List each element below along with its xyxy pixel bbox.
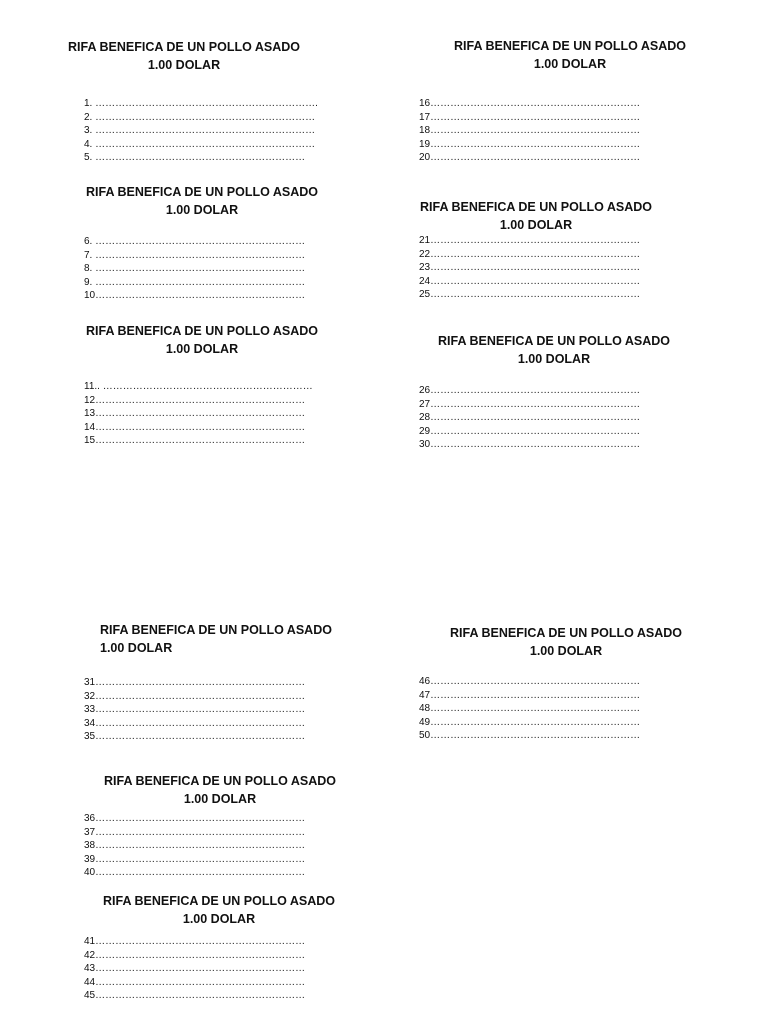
raffle-entry[interactable]: 18……………………………………………………… <box>419 125 641 137</box>
raffle-entry[interactable]: 49……………………………………………………… <box>419 716 641 728</box>
raffle-entry[interactable]: 11.. ……………………………………………………… <box>84 381 313 392</box>
raffle-price: 1.00 DOLAR <box>183 792 257 806</box>
raffle-title: RIFA BENEFICA DE UN POLLO ASADO <box>420 200 652 214</box>
raffle-title: RIFA BENEFICA DE UN POLLO ASADO <box>103 894 335 908</box>
raffle-price: 1.00 DOLAR <box>529 644 603 658</box>
raffle-entry[interactable]: 9. ……………………………………………………… <box>84 276 306 288</box>
entries-list-9 <box>84 812 334 880</box>
raffle-price: 1.00 DOLAR <box>165 203 239 217</box>
raffle-entry[interactable]: 26……………………………………………………… <box>419 385 641 396</box>
raffle-entry[interactable]: 5. ……………………………………………………… <box>84 152 306 164</box>
raffle-entry[interactable]: 8. ……………………………………………………… <box>84 263 306 275</box>
raffle-entry[interactable]: 36……………………………………………………… <box>84 813 306 824</box>
raffle-entry[interactable]: 20……………………………………………………… <box>419 152 641 164</box>
raffle-entry[interactable]: 41……………………………………………………… <box>84 936 306 947</box>
raffle-title: RIFA BENEFICA DE UN POLLO ASADO <box>454 39 686 53</box>
entries-list-5 <box>84 380 344 448</box>
raffle-entry[interactable]: 29……………………………………………………… <box>419 425 641 437</box>
raffle-entry[interactable]: 10……………………………………………………… <box>84 290 306 302</box>
raffle-entry[interactable]: 34……………………………………………………… <box>84 717 306 729</box>
raffle-block-9 <box>100 772 340 808</box>
raffle-block-7 <box>100 621 340 657</box>
raffle-title: RIFA BENEFICA DE UN POLLO ASADO <box>104 774 336 788</box>
raffle-title: RIFA BENEFICA DE UN POLLO ASADO <box>438 334 670 348</box>
raffle-block-1 <box>64 38 304 74</box>
raffle-entry[interactable]: 23……………………………………………………… <box>419 262 641 274</box>
raffle-entry[interactable]: 22……………………………………………………… <box>419 248 641 260</box>
raffle-entry[interactable]: 3. ………………………………………………………… <box>84 125 316 137</box>
raffle-entry[interactable]: 40……………………………………………………… <box>84 867 306 879</box>
raffle-entry[interactable]: 13……………………………………………………… <box>84 408 306 420</box>
raffle-title: RIFA BENEFICA DE UN POLLO ASADO <box>68 40 300 54</box>
raffle-entry[interactable]: 27……………………………………………………… <box>419 398 641 410</box>
raffle-price: 1.00 DOLAR <box>533 57 607 71</box>
raffle-price: 1.00 DOLAR <box>499 218 573 232</box>
raffle-entry[interactable]: 37……………………………………………………… <box>84 826 306 838</box>
raffle-block-6 <box>434 332 674 368</box>
raffle-entry[interactable]: 35……………………………………………………… <box>84 731 306 743</box>
raffle-entry[interactable]: 19……………………………………………………… <box>419 138 641 150</box>
raffle-entry[interactable]: 6. ……………………………………………………… <box>84 236 306 247</box>
raffle-entry[interactable]: 50……………………………………………………… <box>419 730 641 742</box>
raffle-entry[interactable]: 43……………………………………………………… <box>84 963 306 975</box>
raffle-entry[interactable]: 15……………………………………………………… <box>84 435 306 447</box>
raffle-title: RIFA BENEFICA DE UN POLLO ASADO <box>100 623 332 637</box>
raffle-entry[interactable]: 32……………………………………………………… <box>84 690 306 702</box>
raffle-entry[interactable]: 39……………………………………………………… <box>84 853 306 865</box>
raffle-price: 1.00 DOLAR <box>165 342 239 356</box>
raffle-entry[interactable]: 42……………………………………………………… <box>84 949 306 961</box>
raffle-entry[interactable]: 16……………………………………………………… <box>419 98 641 109</box>
raffle-price: 1.00 DOLAR <box>147 58 221 72</box>
raffle-entry[interactable]: 33……………………………………………………… <box>84 704 306 716</box>
raffle-entry[interactable]: 44……………………………………………………… <box>84 976 306 988</box>
entries-list-1 <box>84 97 349 165</box>
raffle-entry[interactable]: 2. ………………………………………………………… <box>84 111 316 123</box>
raffle-entry[interactable]: 31……………………………………………………… <box>84 677 306 688</box>
raffle-entry[interactable]: 24……………………………………………………… <box>419 275 641 287</box>
raffle-block-3 <box>82 183 322 219</box>
raffle-entry[interactable]: 25……………………………………………………… <box>419 289 641 301</box>
raffle-entry[interactable]: 17……………………………………………………… <box>419 111 641 123</box>
entries-list-3 <box>84 235 334 303</box>
raffle-title: RIFA BENEFICA DE UN POLLO ASADO <box>86 185 318 199</box>
raffle-entry[interactable]: 30……………………………………………………… <box>419 439 641 451</box>
raffle-price: 1.00 DOLAR <box>182 912 256 926</box>
raffle-title: RIFA BENEFICA DE UN POLLO ASADO <box>450 626 682 640</box>
raffle-entry[interactable]: 14……………………………………………………… <box>84 421 306 433</box>
raffle-entry[interactable]: 45……………………………………………………… <box>84 990 306 1002</box>
raffle-entry[interactable]: 28……………………………………………………… <box>419 412 641 424</box>
entries-list-4 <box>419 234 674 302</box>
entries-list-8 <box>419 675 674 743</box>
raffle-entry[interactable]: 7. ……………………………………………………… <box>84 249 306 261</box>
raffle-entry[interactable]: 46……………………………………………………… <box>419 676 641 687</box>
entries-list-6 <box>419 384 674 452</box>
raffle-entry[interactable]: 48……………………………………………………… <box>419 703 641 715</box>
raffle-entry[interactable]: 12……………………………………………………… <box>84 394 306 406</box>
raffle-block-5 <box>82 322 322 358</box>
raffle-entry[interactable]: 38……………………………………………………… <box>84 840 306 852</box>
raffle-entry[interactable]: 1. …………………………………………………………. <box>84 98 318 109</box>
raffle-block-2 <box>450 37 690 73</box>
raffle-price: 1.00 DOLAR <box>517 352 591 366</box>
raffle-entry[interactable]: 21……………………………………………………… <box>419 235 641 246</box>
entries-list-10 <box>84 935 334 1003</box>
raffle-entry[interactable]: 4. ………………………………………………………… <box>84 138 316 150</box>
raffle-price: 1.00 DOLAR <box>100 641 173 655</box>
raffle-entry[interactable]: 47……………………………………………………… <box>419 689 641 701</box>
entries-list-2 <box>419 97 674 165</box>
raffle-block-4 <box>416 198 656 234</box>
raffle-block-10 <box>99 892 339 928</box>
raffle-block-8 <box>446 624 686 660</box>
entries-list-7 <box>84 676 334 744</box>
raffle-title: RIFA BENEFICA DE UN POLLO ASADO <box>86 324 318 338</box>
